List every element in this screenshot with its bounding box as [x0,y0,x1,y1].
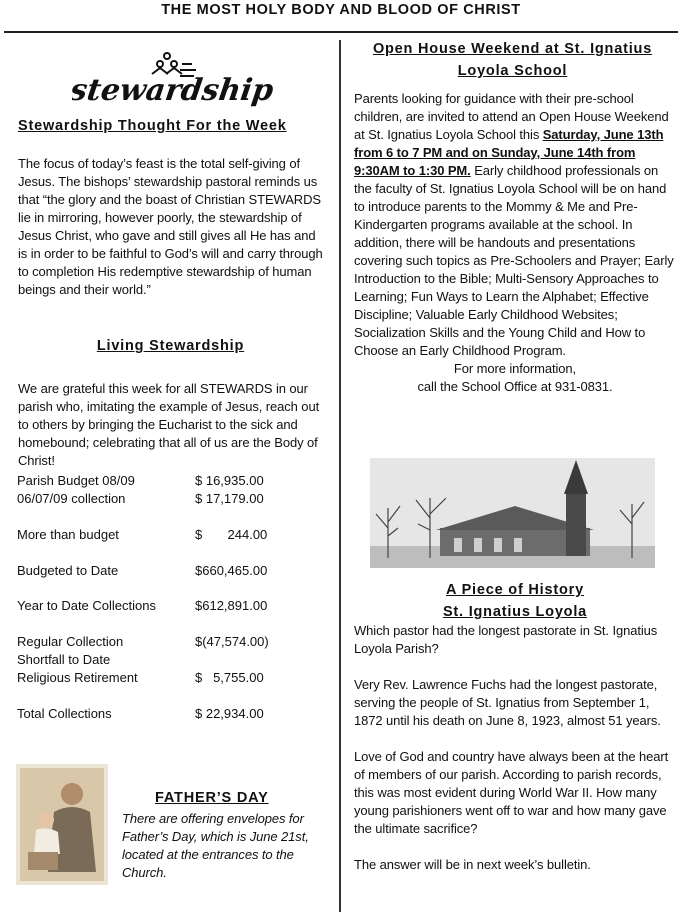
open-house-heading-line1: Open House Weekend at St. Ignatius [372,41,653,57]
header-divider [4,31,678,33]
fathers-day-heading: FATHER’S DAY [155,790,269,806]
finance-label: Shortfall to Date [17,652,111,667]
page-title: THE MOST HOLY BODY AND BLOOD OF CHRIST [161,2,521,18]
finance-value: $ 17,179.00 [195,491,264,506]
history-question: Which pastor had the longest pastorate in St. Ignatius Loyola Parish? [354,623,658,656]
finance-value: $ 5,755.00 [195,670,264,685]
history-answer: Very Rev. Lawrence Fuchs had the longest pastorate, serving the people of St. Ignatius from September 1, 1872 until his death on June 8, 1923, almost 51 years. [354,677,661,728]
finance-value: $(47,574.00) [195,634,269,649]
finance-label: Parish Budget 08/09 [17,473,135,488]
open-house-info-line1: For more information, [453,361,577,376]
living-stewardship-heading: Living Stewardship [96,338,245,354]
finance-label: Year to Date Collections [17,598,156,613]
finance-value: $ 16,935.00 [195,473,264,488]
st-joseph-image [16,764,108,885]
open-house-info-line2: call the School Office at 931-0831. [417,379,613,394]
open-house-dates: Saturday, June 13th from 6 to 7 PM and on Sunday, June 14th from 9:30AM to 1:30 PM. [354,127,664,178]
church-photo [370,458,655,568]
finance-label: Religious Retirement [17,670,138,685]
finance-label: Budgeted to Date [17,563,119,578]
stewardship-logo-art [72,50,282,110]
finance-value: $612,891.00 [195,598,268,613]
stewardship-body: The focus of today’s feast is the total self-giving of Jesus. The bishops’ stewardship pastoral reminds us that “the glory and the boast of Christian STEWARDS lie in mirroring, however poorly, the stewardship of Jesus Christ, who gave and still gives all He has and is in order to be faithful to God’s will and carry through to completion His redemptive stewardship of human beings and their world.” [18,156,323,297]
history-closing: The answer will be in next week’s bulletin. [354,857,591,872]
history-body [354,622,676,874]
finance-value: $660,465.00 [195,563,268,578]
finance-value: $ 22,934.00 [195,706,264,721]
finance-label: More than budget [17,527,119,542]
finance-label: Total Collections [17,706,112,721]
fathers-day-body: There are offering envelopes for Father’s Day, which is June 21st, located at the entrances to the Church. [122,811,309,880]
finance-label: 06/07/09 collection [17,491,126,506]
history-heading-line1: A Piece of History [446,582,584,598]
stewardship-heading: Stewardship Thought For the Week [18,118,287,134]
history-heading-line2: St. Ignatius Loyola [442,604,588,620]
logo-wordmark: stewardship [72,73,276,108]
living-stewardship-body: We are grateful this week for all STEWARDS in our parish who, imitating the example of Jesus, reach out to others by bringing the Eucharist to the sick and homebound; celebrating that all of us are the Body of Christ! [18,381,320,468]
open-house-details: Early childhood professionals on the faculty of St. Ignatius Loyola School will be on hand to introduce parents to the Mommy & Me and Pre-Kindergarten programs available at the school. In addition, there will be handouts and presentations covering such topics as Pre-Schoolers and Prayer; Early Introduction to the Bible; Multi-Sensory Approaches to Learning; Fun Ways to Learn the Alphabet; Effective Discipline; Valuable Early Childhood Websites; Socialization Skills and the Young Child and How to Choose an Early Childhood Program. [354,163,674,358]
stewardship-logo [72,50,282,110]
finance-value: $ 244.00 [195,527,268,542]
open-house-body [354,90,676,396]
open-house-heading [345,38,680,82]
open-house-heading-line2: Loyola School [457,63,568,79]
column-divider [339,40,341,912]
open-house-intro: Parents looking for guidance with their pre-school children, are invited to attend an Open House Weekend at St. Ignatius Loyola School this [354,91,669,142]
finance-label: Regular Collection [17,634,124,649]
history-heading [350,579,680,623]
history-paragraph: Love of God and country have always been at the heart of members of our parish. According to parish records, this was most evident during World War II. How many young parishioners went off to war and how many gave the ultimate sacrifice? [354,749,669,836]
